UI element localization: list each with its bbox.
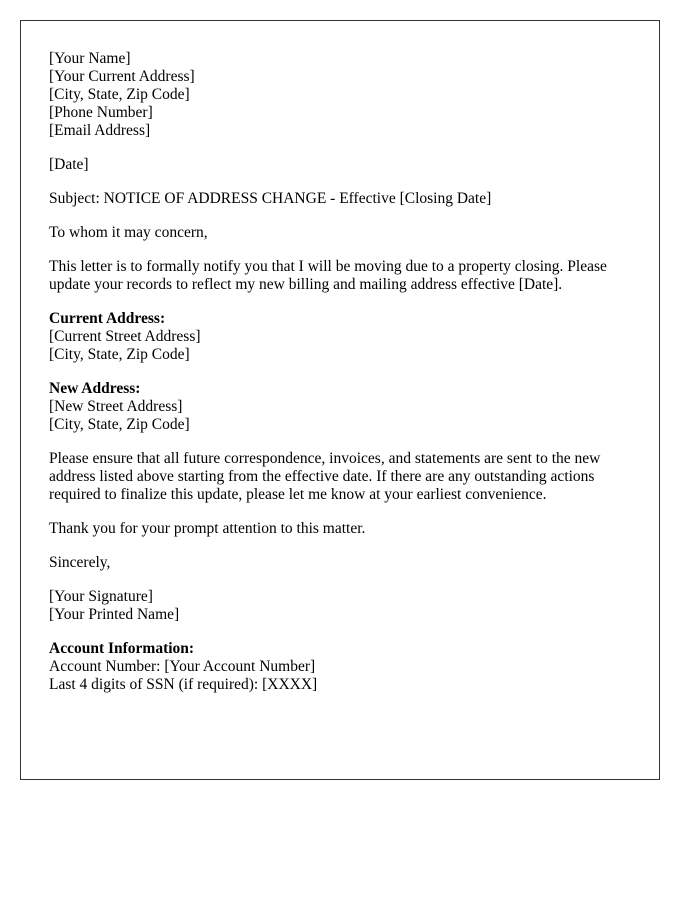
signature-placeholder: [Your Signature] bbox=[49, 588, 153, 605]
thanks-line: Thank you for your prompt attention to this matter. bbox=[49, 520, 366, 537]
current-city-state-zip: [City, State, Zip Code] bbox=[49, 346, 190, 363]
sender-address: [Your Current Address] bbox=[49, 68, 195, 85]
sender-city-state-zip: [City, State, Zip Code] bbox=[49, 86, 190, 103]
current-address-block bbox=[49, 310, 639, 364]
current-street: [Current Street Address] bbox=[49, 328, 201, 345]
ssn-digits: Last 4 digits of SSN (if required): [XXXX] bbox=[49, 676, 318, 693]
account-info-block bbox=[49, 640, 639, 694]
intro-paragraph: This letter is to formally notify you that I will be moving due to a property closing. Please update your records to reflect my new billing and mailing address effective [Date]. bbox=[49, 258, 607, 293]
signature-block bbox=[49, 588, 639, 624]
salutation: To whom it may concern, bbox=[49, 224, 208, 241]
printed-name: [Your Printed Name] bbox=[49, 606, 180, 623]
new-city-state-zip: [City, State, Zip Code] bbox=[49, 416, 190, 433]
new-street: [New Street Address] bbox=[49, 398, 183, 415]
closing-line: Sincerely, bbox=[49, 554, 111, 571]
current-address-heading: Current Address: bbox=[49, 310, 166, 327]
letter-date: [Date] bbox=[49, 156, 89, 173]
sender-block bbox=[49, 50, 639, 140]
letter-subject: Subject: NOTICE OF ADDRESS CHANGE - Effective [Closing Date] bbox=[49, 190, 492, 207]
account-info-heading: Account Information: bbox=[49, 640, 195, 657]
instructions-paragraph: Please ensure that all future correspondence, invoices, and statements are sent to the new address listed above starting from the effective date. If there are any outstanding actions required to finalize this update, please let me know at your earliest convenience. bbox=[49, 450, 601, 503]
account-number: Account Number: [Your Account Number] bbox=[49, 658, 316, 675]
new-address-heading: New Address: bbox=[49, 380, 141, 397]
letter-page bbox=[20, 20, 660, 780]
sender-name: [Your Name] bbox=[49, 50, 131, 67]
new-address-block bbox=[49, 380, 639, 434]
letter-content bbox=[49, 50, 639, 710]
sender-email: [Email Address] bbox=[49, 122, 151, 139]
sender-phone: [Phone Number] bbox=[49, 104, 153, 121]
